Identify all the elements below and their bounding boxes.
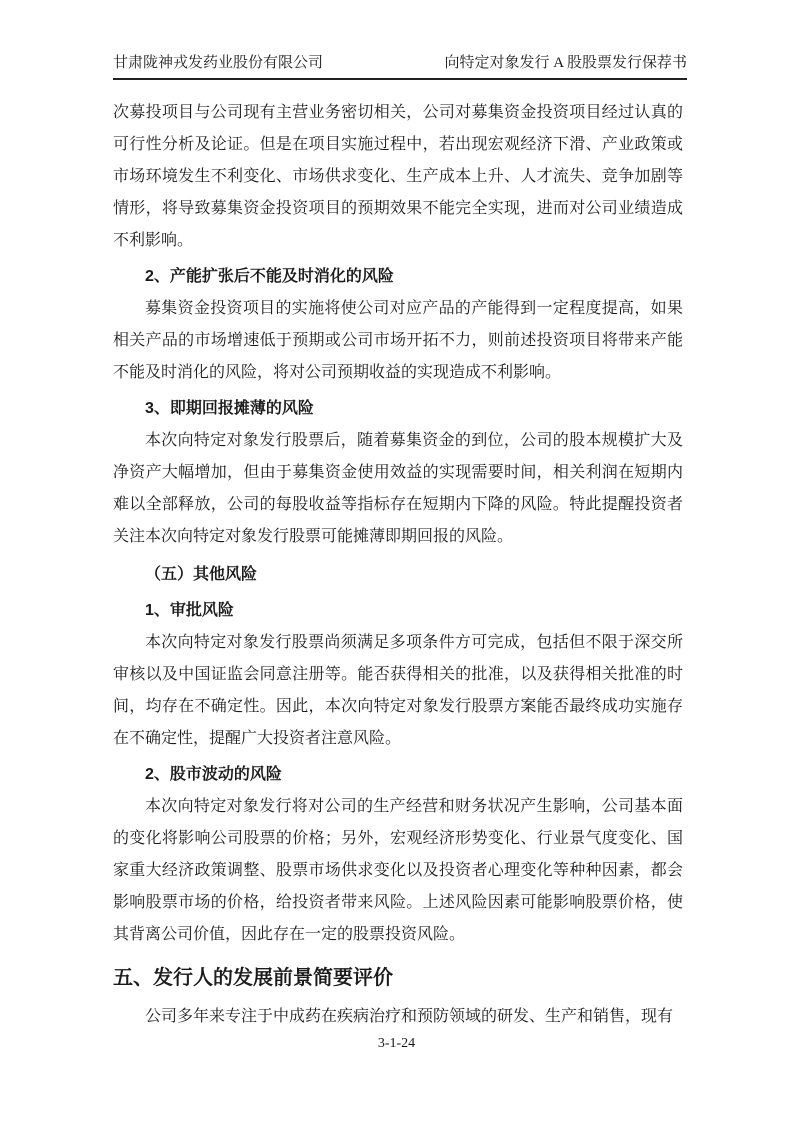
paragraph-issuer-development-prospects: 公司多年来专注于中成药在疾病治疗和预防领域的研发、生产和销售，现有 [145, 1008, 674, 1025]
paragraph-immediate-return-dilution-risk: 本次向特定对象发行股票后，随着募集资金的到位，公司的股本规模扩大及净资产大幅增加，但由于募集资金使用效益的实现需要时间，相关利润在短期内难以全部释放，公司的每股收益等指标存在短期内下降的风险。特此提醒投资者关注本次向特定对象发行股票可能摊薄即期回报的风险。 [113, 432, 683, 545]
page-number: 3-1-24 [377, 1036, 416, 1051]
heading-capacity-absorption-risk: 2、产能扩张后不能及时消化的风险 [145, 268, 394, 285]
heading-issuer-development-prospects: 五、发行人的发展前景简要评价 [113, 967, 393, 989]
paragraph-capacity-absorption-risk: 募集资金投资项目的实施将使公司对应产品的产能得到一定程度提高，如果相关产品的市场增速低于预期或公司市场开拓不力，则前述投资项目将带来产能不能及时消化的风险，将对公司预期收益的实现造成不利影响。 [113, 300, 683, 381]
heading-stock-market-volatility-risk: 2、股市波动的风险 [145, 766, 282, 783]
heading-approval-risk: 1、审批风险 [145, 602, 234, 619]
heading-immediate-return-dilution-risk: 3、即期回报摊薄的风险 [145, 400, 314, 417]
header-document-title: 向特定对象发行 A 股股票发行保荐书 [444, 55, 687, 71]
header-company-name: 甘肃陇神戎发药业股份有限公司 [113, 55, 324, 71]
paragraph-approval-risk: 本次向特定对象发行股票尚须满足多项条件方可完成，包括但不限于深交所审核以及中国证监会同意注册等。能否获得相关的批准，以及获得相关批准的时间，均存在不确定性。因此，本次向特定对象发行股票方案能否最终成功实施存在不确定性，提醒广大投资者注意风险。 [113, 634, 683, 747]
page-header [113, 54, 687, 80]
paragraph-stock-market-volatility-risk: 本次向特定对象发行将对公司的生产经营和财务状况产生影响，公司基本面的变化将影响公司股票的价格；另外，宏观经济形势变化、行业景气度变化、国家重大经济政策调整、股票市场供求变化以及投资者心理变化等种种因素，都会影响股票市场的价格，给投资者带来风险。上述风险因素可能影响股票价格，使其背离公司价值，因此存在一定的股票投资风险。 [113, 798, 683, 943]
page-footer [0, 1034, 793, 1054]
paragraph-continued-funding-risk: 次募投项目与公司现有主营业务密切相关，公司对募集资金投资项目经过认真的可行性分析及论证。但是在项目实施过程中，若出现宏观经济下滑、产业政策或市场环境发生不利变化、市场供求变化、生产成本上升、人才流失、竞争加剧等情形，将导致募集资金投资项目的预期效果不能完全实现，进而对公司业绩造成不利影响。 [113, 104, 683, 249]
document-body [113, 97, 683, 1033]
heading-other-risks: （五）其他风险 [145, 566, 258, 583]
